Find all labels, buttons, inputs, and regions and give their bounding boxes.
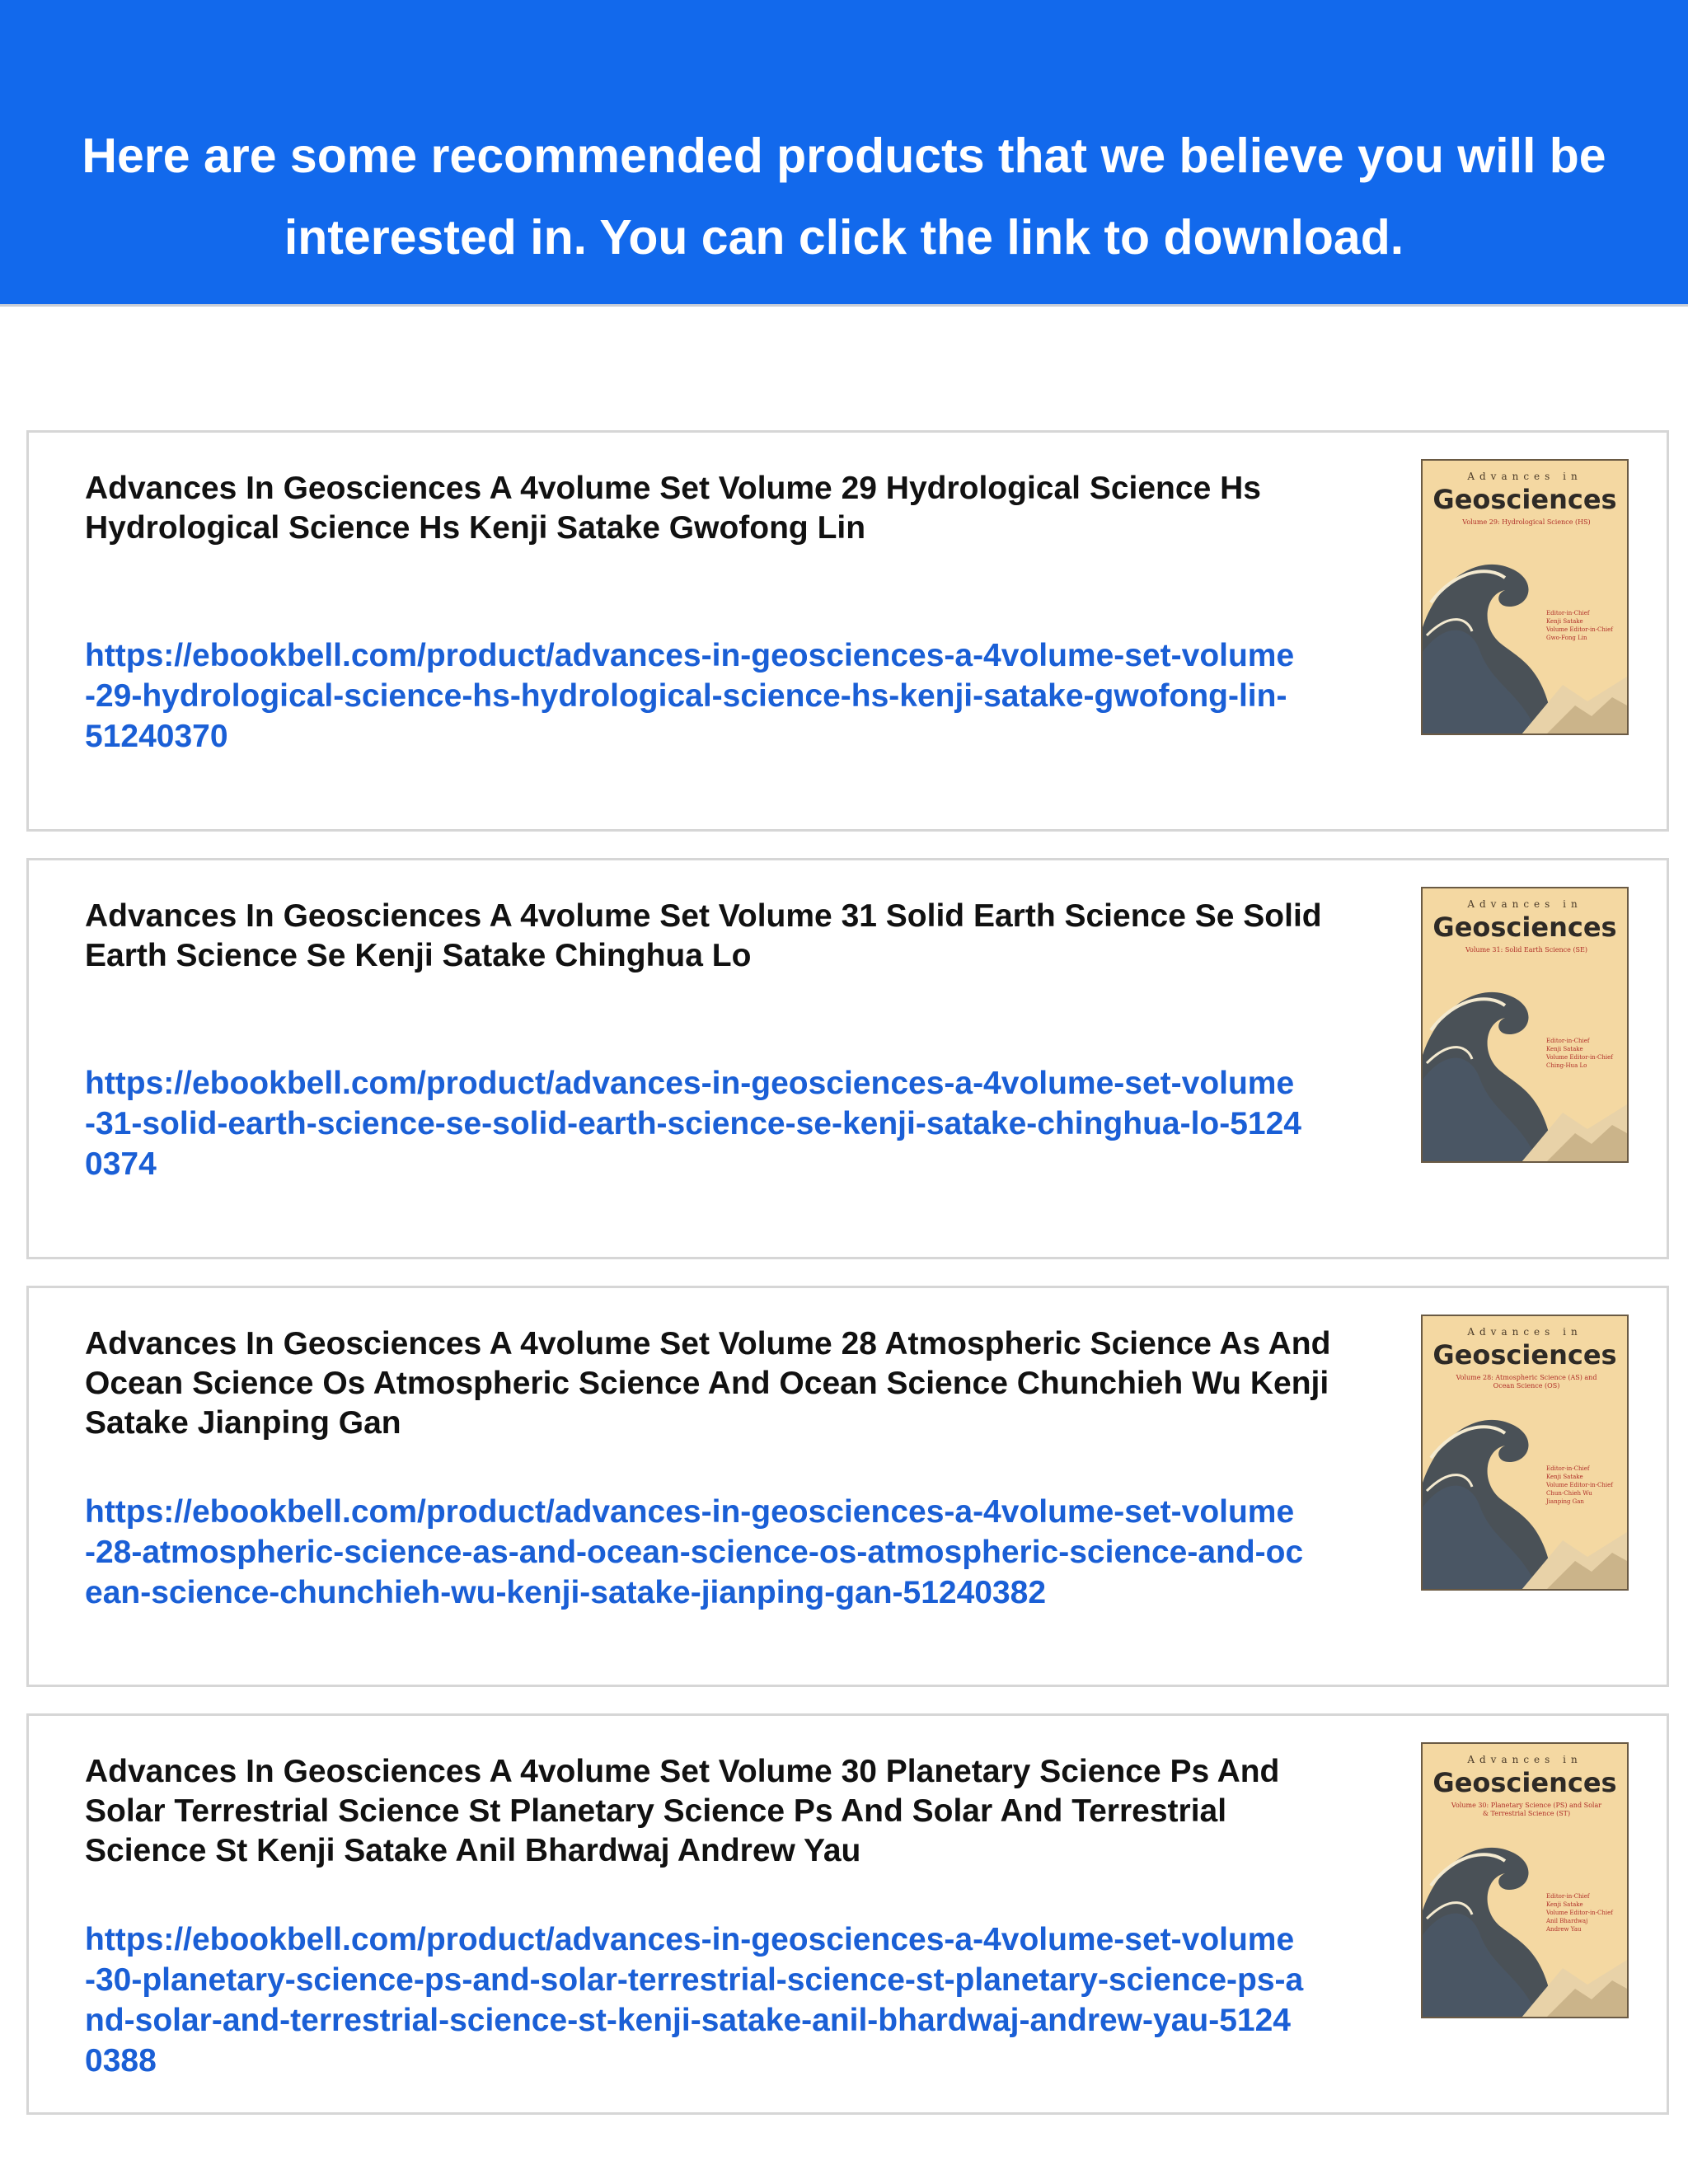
product-card: [26, 1713, 1669, 2115]
book-cover-image[interactable]: [1421, 1742, 1629, 2018]
cover-subtitle: Volume 30: Planetary Science (PS) and Solar & Terrestrial Science (ST): [1451, 1802, 1602, 1817]
cover-editor-line: Kenji Satake: [1546, 1474, 1583, 1480]
cover-editor-line: Ching-Hua Lo: [1546, 1062, 1587, 1069]
cover-series: Advances in: [1467, 898, 1582, 910]
product-card: [26, 858, 1669, 1259]
cover-editor-line: Volume Editor-in-Chief: [1546, 1910, 1613, 1916]
cover-editor-line: Chun-Chieh Wu: [1546, 1490, 1592, 1497]
cover-editor-line: Editor-in-Chief: [1546, 1038, 1590, 1044]
cover-subtitle: Volume 29: Hydrological Science (HS): [1462, 518, 1591, 526]
cover-title: Geosciences: [1432, 484, 1617, 515]
cover-editor-line: Kenji Satake: [1546, 618, 1583, 625]
cover-title: Geosciences: [1432, 912, 1617, 943]
cover-subtitle: Volume 31: Solid Earth Science (SE): [1465, 946, 1587, 954]
product-download-link[interactable]: https://ebookbell.com/product/advances-in-geosciences-a-4volume-set-volume-28-atmospheric-science-as-and-ocean-science-os-atmospheric-science-and-ocean-science-chunchieh-wu-kenji-satake-jianping-gan-51240382: [85, 1494, 1304, 1610]
cover-editor-line: Kenji Satake: [1546, 1046, 1583, 1052]
book-cover-image[interactable]: [1421, 459, 1629, 735]
product-download-link[interactable]: https://ebookbell.com/product/advances-in-geosciences-a-4volume-set-volume-31-solid-earth-science-se-solid-earth-science-se-kenji-satake-chinghua-lo-51240374: [85, 1066, 1301, 1182]
banner-message: Here are some recommended products that we believe you will be interested in. You can click the link to download.: [82, 129, 1606, 265]
cover-series: Advances in: [1467, 1326, 1582, 1338]
book-cover-image[interactable]: [1421, 1315, 1629, 1591]
cover-editor-line: Volume Editor-in-Chief: [1546, 1054, 1613, 1061]
product-title: Advances In Geosciences A 4volume Set Volume 30 Planetary Science Ps And Solar Terrestrial Science St Planetary Science Ps And Solar And Terrestrial Science St Kenji Satake Anil Bhardwaj Andrew Yau: [85, 1754, 1280, 1868]
product-card: [26, 430, 1669, 832]
product-title: Advances In Geosciences A 4volume Set Volume 31 Solid Earth Science Se Solid Earth Science Se Kenji Satake Chinghua Lo: [85, 898, 1322, 973]
cover-series: Advances in: [1467, 471, 1582, 482]
cover-editor-line: Editor-in-Chief: [1546, 1893, 1590, 1900]
cover-editor-line: Volume Editor-in-Chief: [1546, 626, 1613, 633]
product-card: [26, 1286, 1669, 1687]
cover-series: Advances in: [1467, 1754, 1582, 1765]
cover-editor-line: Kenji Satake: [1546, 1901, 1583, 1908]
product-download-link[interactable]: https://ebookbell.com/product/advances-in-geosciences-a-4volume-set-volume-29-hydrological-science-hs-hydrological-science-hs-kenji-satake-gwofong-lin-51240370: [85, 638, 1295, 754]
cover-subtitle: Volume 28: Atmospheric Science (AS) and Ocean Science (OS): [1456, 1374, 1597, 1390]
cover-editor-line: Jianping Gan: [1546, 1498, 1584, 1505]
product-download-link[interactable]: https://ebookbell.com/product/advances-in-geosciences-a-4volume-set-volume-30-planetary-science-ps-and-solar-terrestrial-science-st-planetary-science-ps-and-solar-and-terrestrial-science-st-kenji-satake-anil-bhardwaj-andrew-yau-51240388: [85, 1922, 1304, 2079]
recommendation-banner: [0, 0, 1688, 307]
cover-title: Geosciences: [1432, 1767, 1617, 1798]
cover-editor-line: Editor-in-Chief: [1546, 610, 1590, 616]
cover-editor-line: Andrew Yau: [1546, 1926, 1582, 1933]
cover-editor-line: Gwo-Fong Lin: [1546, 635, 1587, 641]
cover-title: Geosciences: [1432, 1339, 1617, 1371]
cover-editor-line: Anil Bhardwaj: [1546, 1918, 1588, 1924]
book-cover-image[interactable]: [1421, 887, 1629, 1163]
cover-editor-line: Editor-in-Chief: [1546, 1465, 1590, 1472]
cover-editor-line: Volume Editor-in-Chief: [1546, 1482, 1613, 1488]
product-title: Advances In Geosciences A 4volume Set Volume 28 Atmospheric Science As And Ocean Science Os Atmospheric Science And Ocean Science Chunchieh Wu Kenji Satake Jianping Gan: [85, 1326, 1331, 1441]
product-title: Advances In Geosciences A 4volume Set Volume 29 Hydrological Science Hs Hydrological Science Hs Kenji Satake Gwofong Lin: [85, 471, 1261, 546]
